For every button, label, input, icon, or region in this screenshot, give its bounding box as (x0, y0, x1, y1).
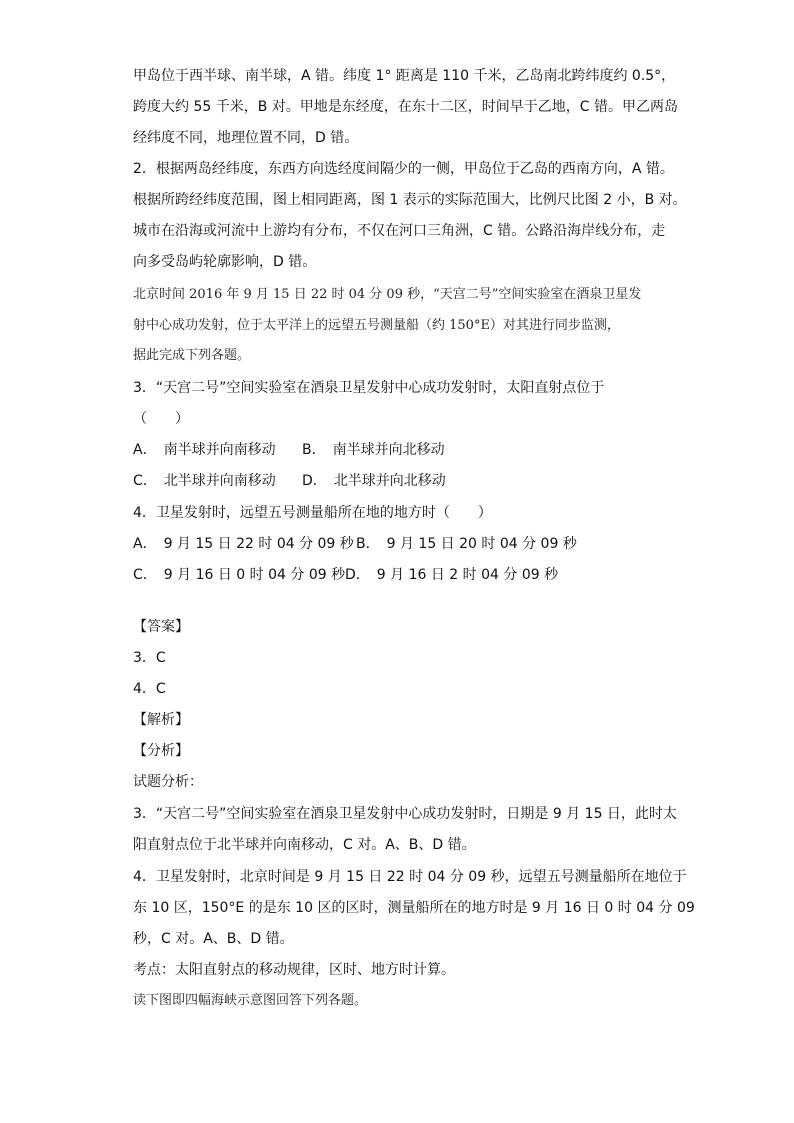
question-3-option-b: B． 南半球并向北移动 (302, 442, 445, 458)
explanation-line-4: 2．根据两岛经纬度，东西方向选经度间隔少的一侧，甲岛位于乙岛的西南方向，A 错。 (133, 161, 674, 177)
question-3-option-c: C． 北半球并向南移动 (133, 473, 276, 489)
analysis-line-5: 秒，C 对。A、B、D 错。 (133, 931, 294, 947)
question-4-option-b: B． 9 月 15 日 20 时 04 分 09 秒 (356, 536, 577, 552)
answer-4: 4．C (133, 681, 166, 697)
stem-line-2: 射中心成功发射，位于太平洋上的远望五号测量船（约 150°E）对其进行同步监测， (133, 318, 620, 333)
question-3-option-a: A． 南半球并向南移动 (133, 442, 276, 458)
answer-heading: 【答案】 (133, 619, 189, 635)
analysis-key-points: 考点：太阳直射点的移动规律，区时、地方时计算。 (133, 962, 455, 978)
explanation-line-2: 跨度大约 55 千米，B 对。甲地是东经度，在东十二区，时间早于乙地，C 错。甲乙两岛 (133, 99, 678, 115)
stem-line-1: 北京时间 2016 年 9 月 15 日 22 时 04 分 09 秒，“天宫二号”空间实验室在酒泉卫星发 (133, 287, 642, 302)
analysis-line-4: 东 10 区，150°E 的是东 10 区的区时，测量船所在的地方时是 9 月 16 日 0 时 04 分 09 (133, 900, 695, 916)
explanation-line-6: 城市在沿海或河流中上游均有分布，不仅在河口三角洲，C 错。公路沿海岸线分布，走 (133, 223, 666, 239)
stem-line-3: 据此完成下列各题。 (133, 348, 251, 363)
explanation-line-7: 向多受岛屿轮廓影响，D 错。 (133, 254, 317, 270)
explanation-line-3: 经纬度不同，地理位置不同，D 错。 (133, 130, 359, 146)
analysis-line-3: 4．卫星发射时，北京时间是 9 月 15 日 22 时 04 分 09 秒，远望五号测量船所在地位于 (133, 869, 687, 885)
next-question-stem: 读下图即四幅海峡示意图回答下列各题。 (133, 993, 368, 1008)
question-4-option-d: D． 9 月 16 日 2 时 04 分 09 秒 (345, 567, 559, 583)
answer-3: 3．C (133, 650, 166, 666)
question-4-option-a: A． 9 月 15 日 22 时 04 分 09 秒 (133, 536, 354, 552)
question-4-text: 4．卫星发射时，远望五号测量船所在地的地方时（ ） (133, 505, 492, 521)
explanation-line-1: 甲岛位于西半球、南半球，A 错。纬度 1° 距离是 110 千米，乙岛南北跨纬度约 0.5°， (133, 68, 676, 84)
analysis-heading: 【解析】 (133, 712, 189, 728)
question-3-blank: （ ） (133, 411, 189, 427)
analysis-line-1: 3．“天宫二号”空间实验室在酒泉卫星发射中心成功发射时，日期是 9 月 15 日，此时太 (133, 806, 677, 822)
analysis-line-2: 阳直射点位于北半球并向南移动，C 对。A、B、D 错。 (133, 837, 476, 853)
question-4-option-c: C． 9 月 16 日 0 时 04 分 09 秒 (133, 567, 346, 583)
question-3-text: 3．“天宫二号”空间实验室在酒泉卫星发射中心成功发射时，太阳直射点位于 (133, 380, 605, 396)
analysis-subheading: 【分析】 (133, 743, 189, 759)
question-3-option-d: D． 北半球并向北移动 (302, 473, 446, 489)
analysis-intro: 试题分析： (133, 774, 203, 790)
explanation-line-5: 根据所跨经纬度范围，图上相同距离，图 1 表示的实际范围大，比例尺比图 2 小，B 对。 (133, 192, 687, 208)
